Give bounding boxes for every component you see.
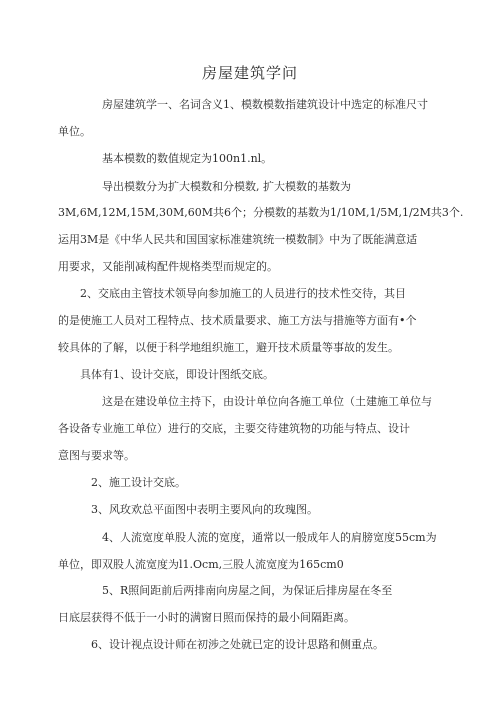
document-title: 房屋建筑学问 [201,64,298,82]
body-line: 基本模数的数值规定为100n1.nl。 [102,152,273,165]
body-line: 3、风玫欢总平面图中表明主要风向的玫瑰图。 [91,503,318,516]
body-line: 这是在建设单位主持下，由设计单位向各施工单位（土建施工单位与 [102,395,432,408]
body-line: 2、交底由主管技术领导向参加施工的人员进行的技术性交待，其目 [80,287,406,300]
body-line: 4、人流宽度单股人流的宽度，通常以一般成年人的肩膀宽度55cm为 [102,531,437,544]
body-line: 导出模数分为扩大模数和分模数, 扩大模数的基数为 [102,180,351,193]
body-line: 单位。 [58,125,91,138]
body-line: 单位，即双股人流宽度为l1.Ocm,三股人流宽度为165cm0 [58,558,344,571]
body-line: 3M,6M,12M,15M,30M,60M共6个；分模数的基数为1/10M,1/5M,1/2M共3个. [58,206,464,219]
body-line: 房屋建筑学一、名词含义1、模数模数指建筑设计中选定的标准尺寸 [102,98,428,111]
body-line: 具体有1、设计交底，即设计图纸交底。 [80,368,274,381]
body-line: 各设备专业施工单位）进行的交底，主要交待建筑物的功能与特点、设计 [58,422,410,435]
body-line: 较具体的了解，以便于科学地组织施工，避开技术质量等事故的发生。 [58,341,399,354]
body-line: 意图与要求等。 [58,449,135,462]
body-line: 的是使施工人员对工程特点、技术质量要求、施工方法与措施等方面有•个 [58,314,417,327]
body-line: 5、R照间距前后两排南向房屋之间，为保证后排房屋在冬至 [102,584,393,597]
body-line: 用要求，又能削减构配件规格类型而规定的。 [58,260,278,273]
body-line: 运用3M是《中华人民共和国国家标准建筑统一模数制》中为了既能满意适 [58,233,418,246]
body-line: 日底层获得不低于一小时的满窗日照而保持的最小间隔距离。 [58,611,355,624]
body-line: 2、施工设计交底。 [91,476,186,489]
body-line: 6、设计视点设计师在初涉之处就已定的设计思路和侧重点。 [91,638,384,651]
